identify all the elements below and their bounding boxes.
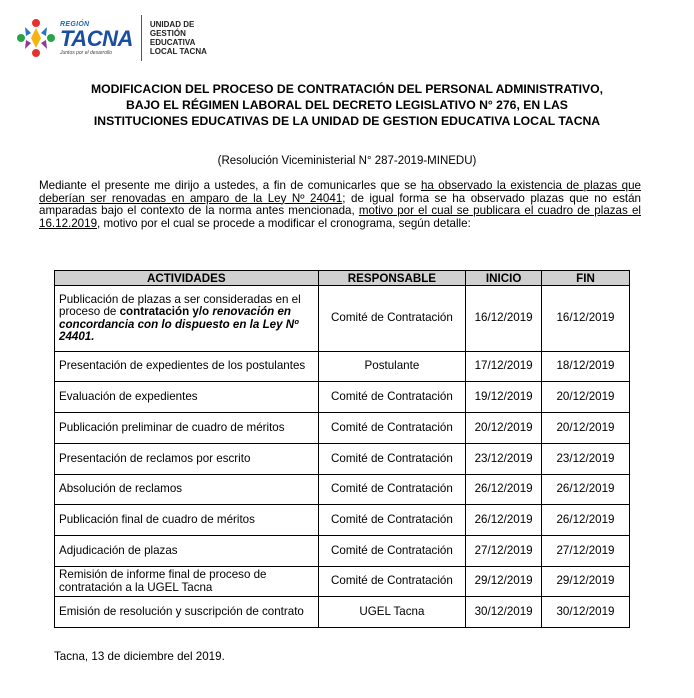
responsible-cell: Comité de Contratación xyxy=(318,413,466,444)
table-row xyxy=(55,475,630,505)
unit-name xyxy=(150,20,207,56)
table-row xyxy=(55,444,630,475)
responsible-cell: UGEL Tacna xyxy=(318,597,466,628)
responsible-cell: Comité de Contratación xyxy=(318,382,466,413)
responsible-cell: Postulante xyxy=(318,352,466,382)
end-date-cell: 29/12/2019 xyxy=(542,567,630,597)
activity-bold: contratación y/o xyxy=(119,305,213,318)
table-row xyxy=(55,286,630,352)
table-row xyxy=(55,352,630,382)
header-responsable: RESPONSABLE xyxy=(318,271,466,286)
end-date-cell: 26/12/2019 xyxy=(542,475,630,505)
start-date-cell: 19/12/2019 xyxy=(466,382,542,413)
region-label: REGIÓN xyxy=(60,20,90,28)
resolution-reference: (Resolución Viceministerial N° 287-2019-MINEDU) xyxy=(217,155,477,167)
table-row xyxy=(55,413,630,444)
brand-block xyxy=(60,21,133,56)
activity-cell: Evaluación de expedientes xyxy=(55,382,319,413)
header-fin: FIN xyxy=(542,271,630,286)
responsible-cell: Comité de Contratación xyxy=(318,567,466,597)
table-header-row xyxy=(55,271,630,286)
table-row xyxy=(55,505,630,536)
end-date-cell: 27/12/2019 xyxy=(542,536,630,567)
end-date-cell: 30/12/2019 xyxy=(542,597,630,628)
paragraph-text: , motivo por el cual se procede a modificar el cronograma, según detalle: xyxy=(97,216,471,230)
table-row xyxy=(55,382,630,413)
start-date-cell: 23/12/2019 xyxy=(466,444,542,475)
responsible-cell: Comité de Contratación xyxy=(318,505,466,536)
header-actividades: ACTIVIDADES xyxy=(55,271,319,286)
table-row xyxy=(55,567,630,597)
end-date-cell: 20/12/2019 xyxy=(542,382,630,413)
end-date-cell: 16/12/2019 xyxy=(542,286,630,352)
start-date-cell: 26/12/2019 xyxy=(466,475,542,505)
start-date-cell: 27/12/2019 xyxy=(466,536,542,567)
activity-cell: Publicación preliminar de cuadro de méritos xyxy=(55,413,319,444)
header-divider xyxy=(141,15,142,61)
activity-bold-italic: renovación en concordancia con lo dispuesto en la Ley Nº 24401. xyxy=(59,305,299,343)
start-date-cell: 20/12/2019 xyxy=(466,413,542,444)
activity-text: Publicación de plazas a ser consideradas en el proceso de xyxy=(59,292,301,318)
responsible-cell: Comité de Contratación xyxy=(318,536,466,567)
region-tacna-logo-icon xyxy=(14,16,58,60)
activity-cell: Presentación de reclamos por escrito xyxy=(55,444,319,475)
activity-cell: Absolución de reclamos xyxy=(55,475,319,505)
title-line: BAJO EL RÉGIMEN LABORAL DEL DECRETO LEGISLATIVO N° 276, EN LAS xyxy=(126,98,568,112)
paragraph-text: ; de igual forma se ha observado plazas que no están amparadas bajo el contexto de la norma antes mencionada, xyxy=(39,191,641,217)
responsible-cell: Comité de Contratación xyxy=(318,286,466,352)
activity-cell: Remisión de informe final de proceso de contratación a la UGEL Tacna xyxy=(55,567,319,597)
closing-date: Tacna, 13 de diciembre del 2019. xyxy=(54,650,225,663)
table-row xyxy=(55,536,630,567)
unit-line: LOCAL TACNA xyxy=(149,47,207,56)
body-paragraph xyxy=(39,180,641,230)
header-inicio: INICIO xyxy=(466,271,542,286)
responsible-cell: Comité de Contratación xyxy=(318,444,466,475)
brand-slogan: Juntos por el desarrollo xyxy=(60,49,112,56)
activity-cell: Publicación final de cuadro de méritos xyxy=(55,505,319,536)
activity-cell: Adjudicación de plazas xyxy=(55,536,319,567)
responsible-cell: Comité de Contratación xyxy=(318,475,466,505)
title-line: MODIFICACION DEL PROCESO DE CONTRATACIÓN DEL PERSONAL ADMINISTRATIVO, xyxy=(90,82,604,96)
start-date-cell: 30/12/2019 xyxy=(466,597,542,628)
start-date-cell: 17/12/2019 xyxy=(466,352,542,382)
activity-cell xyxy=(55,286,319,352)
activity-cell: Emisión de resolución y suscripción de contrato xyxy=(55,597,319,628)
start-date-cell: 16/12/2019 xyxy=(466,286,542,352)
letterhead xyxy=(14,12,207,64)
title-line: INSTITUCIONES EDUCATIVAS DE LA UNIDAD DE GESTION EDUCATIVA LOCAL TACNA xyxy=(93,114,601,128)
brand-name: TACNA xyxy=(60,25,133,51)
unit-line: UNIDAD DE xyxy=(149,20,195,29)
end-date-cell: 23/12/2019 xyxy=(542,444,630,475)
paragraph-text: Mediante el presente me dirijo a ustedes, a fin de comunicarles que se xyxy=(39,179,421,192)
schedule-table xyxy=(54,270,630,628)
activity-cell: Presentación de expedientes de los postulantes xyxy=(55,352,319,382)
end-date-cell: 18/12/2019 xyxy=(542,352,630,382)
paragraph-underlined: motivo por el cual se publicara el cuadro de plazas el 16.12.2019 xyxy=(39,204,642,230)
unit-line: GESTIÓN xyxy=(149,29,186,38)
end-date-cell: 20/12/2019 xyxy=(542,413,630,444)
end-date-cell: 26/12/2019 xyxy=(542,505,630,536)
start-date-cell: 26/12/2019 xyxy=(466,505,542,536)
table-row xyxy=(55,597,630,628)
document-title xyxy=(40,81,654,129)
paragraph-underlined: ha observado la existencia de plazas que deberían ser renovadas en amparo de la Ley Nº 24041 xyxy=(39,179,641,205)
unit-line: EDUCATIVA xyxy=(149,38,196,47)
start-date-cell: 29/12/2019 xyxy=(466,567,542,597)
